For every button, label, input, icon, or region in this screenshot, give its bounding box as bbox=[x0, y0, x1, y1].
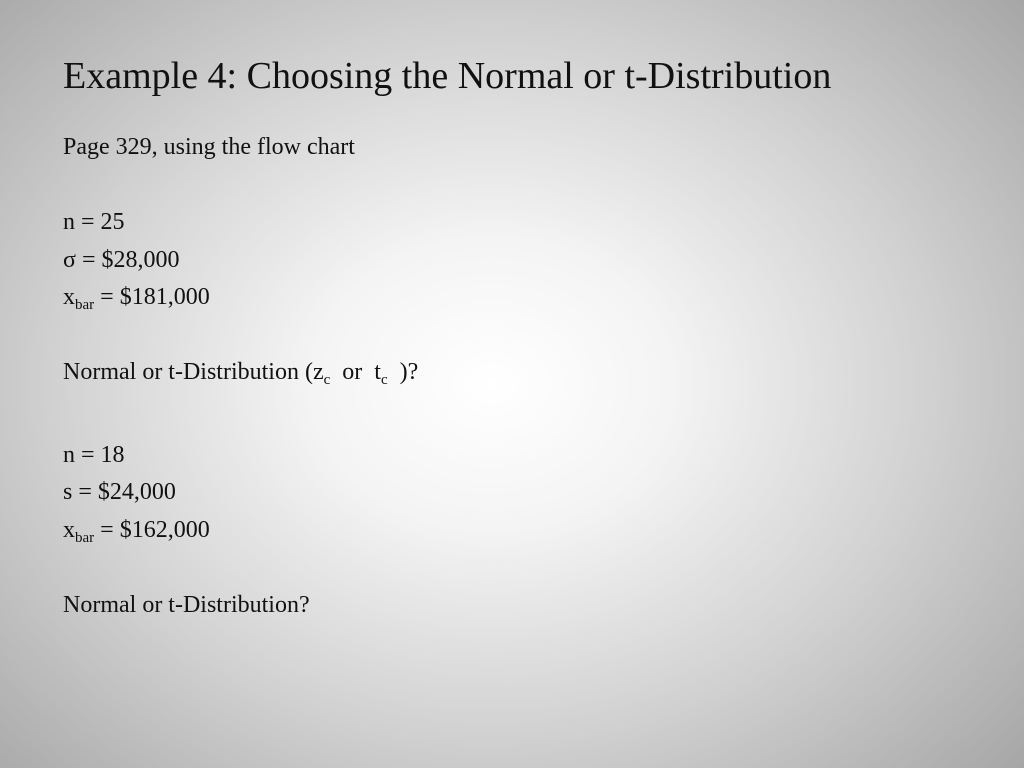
xbar-symbol: x bbox=[63, 284, 75, 310]
case2-std-dev: s = $24,000 bbox=[63, 479, 176, 505]
xbar-subscript: bar bbox=[75, 297, 95, 313]
case1-sigma: σ = $28,000 bbox=[63, 246, 180, 273]
case2-sample-size: n = 18 bbox=[63, 441, 125, 468]
spacer bbox=[63, 317, 963, 355]
intro-text: Page 329, using the flow chart bbox=[63, 134, 355, 160]
spacer bbox=[63, 167, 963, 205]
xbar-subscript: bar bbox=[75, 529, 95, 546]
slide-title: Example 4: Choosing the Normal or t-Distribution bbox=[63, 55, 832, 97]
question-prefix: Normal or t-Distribution (z bbox=[63, 359, 324, 385]
question-middle: or t bbox=[330, 359, 381, 385]
slide-body bbox=[63, 129, 963, 624]
case1-mean-value: = $181,000 bbox=[94, 284, 210, 310]
question-suffix: )? bbox=[387, 359, 419, 385]
case2-mean-value: = $162,000 bbox=[94, 516, 210, 543]
case1-sample-size: n = 25 bbox=[63, 209, 125, 235]
case2-sample-mean bbox=[63, 512, 963, 550]
z-subscript: c bbox=[323, 372, 331, 388]
spacer bbox=[63, 549, 963, 587]
case1-question bbox=[63, 354, 963, 392]
xbar-symbol: x bbox=[63, 516, 75, 543]
case2-question: Normal or t-Distribution? bbox=[63, 591, 310, 618]
spacer bbox=[63, 392, 963, 437]
case1-sample-mean bbox=[63, 279, 963, 317]
t-subscript: c bbox=[380, 372, 388, 388]
